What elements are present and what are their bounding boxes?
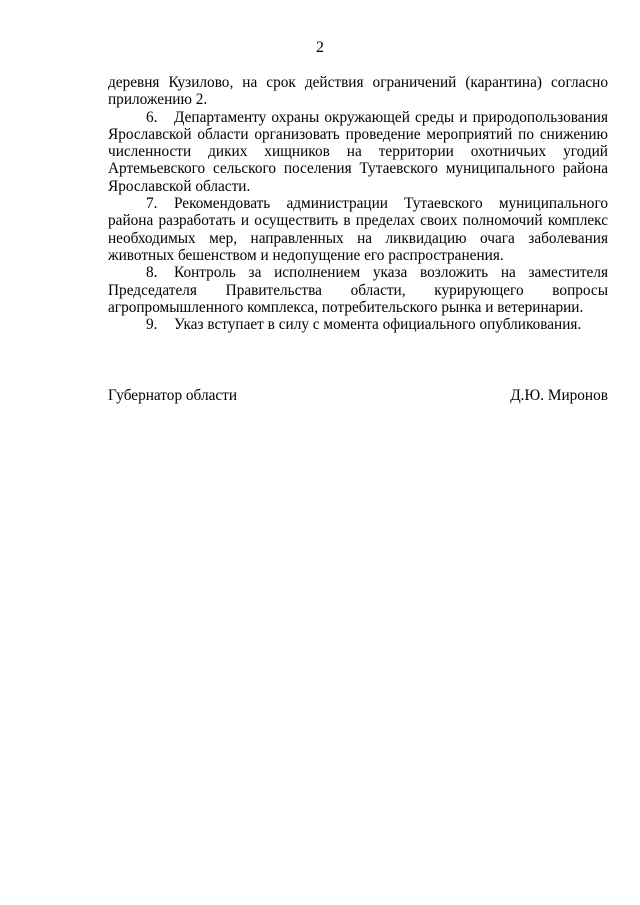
paragraph-text: деревня Кузилово, на срок действия ограничений (карантина) согласно приложению 2. [108,74,608,109]
signatory-position: Губернатор области [108,387,238,404]
paragraph-continuation [108,74,608,109]
paragraph-9 [108,316,608,333]
paragraph-number: 6. [146,108,158,126]
paragraph-text: Рекомендовать администрации Тутаевского муниципального района разработать и осуществить в пределах своих полномочий комплекс необходимых мер, направленных на ликвидацию очага заболевания животных бешенством и недопущение его распространения. [108,195,608,264]
paragraph-text: Контроль за исполнением указа возложить на заместителя Председателя Правительства области, курирующего вопросы агропромышленного комплекса, потребительского рынка и ветеринарии. [108,264,608,316]
paragraph-6 [108,109,608,195]
paragraph-number: 7. [146,195,158,213]
paragraph-number: 9. [146,316,158,334]
page-number: 2 [316,39,324,56]
signatory-name: Д.Ю. Миронов [510,387,608,404]
paragraph-7 [108,195,608,264]
paragraph-number: 8. [146,264,158,282]
paragraph-text: Указ вступает в силу с момента официального опубликования. [174,316,582,334]
paragraph-8 [108,264,608,316]
paragraph-text: Департаменту охраны окружающей среды и природопользования Ярославской области организовать проведение мероприятий по снижению численности диких хищников на территории охотничьих угодий Артемьевского сельского поселения Тутаевского муниципального района Ярославской области. [108,108,608,195]
document-body [108,74,608,333]
signature-block [108,387,608,405]
